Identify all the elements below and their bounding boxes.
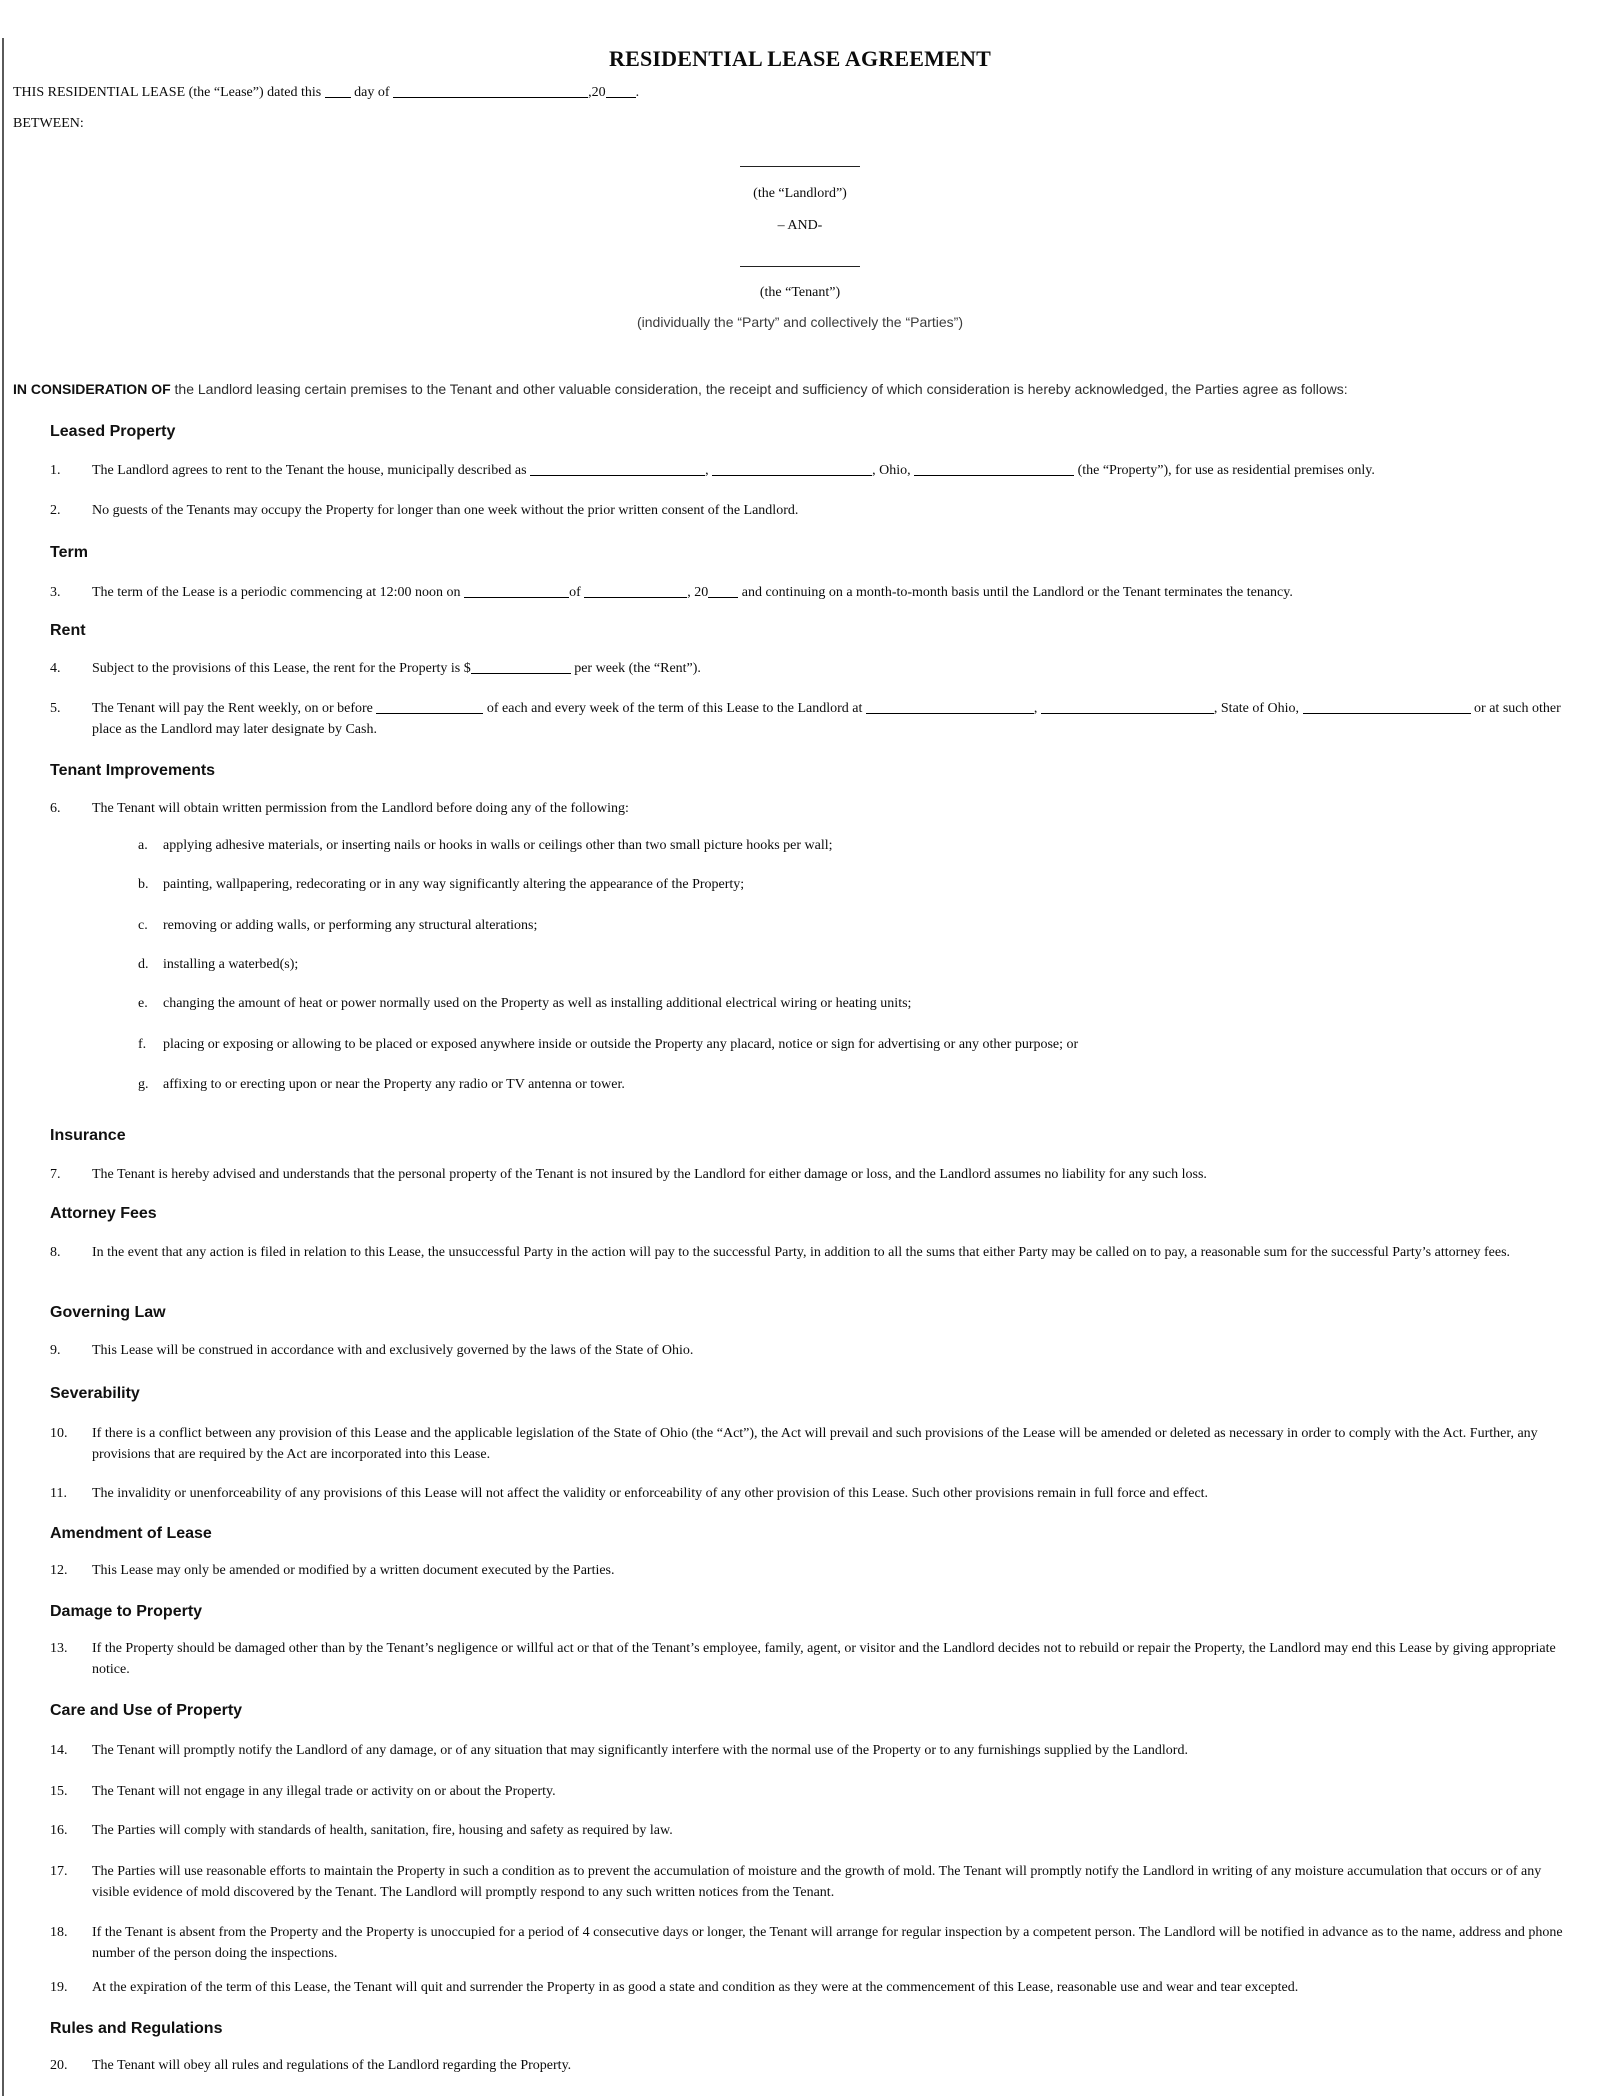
between-label: BETWEEN: [13,116,84,131]
item-text: If there is a conflict between any provision of this Lease and the applicable legislation of the State of Ohio (the “Act”), the Act will prevail and such provisions of the Lease will be amended or deleted as necessary in order to comply with the Act. Further, any provisions that are required by the Act are incorporated into this Lease. [92,1426,1538,1462]
blank-field [708,583,738,598]
lease-item-16 [50,1820,1578,1841]
lease-item-3 [50,582,1578,603]
landlord-name-line [740,166,860,167]
item-text: The Tenant will not engage in any illegal trade or activity on or about the Property. [92,1784,556,1799]
section-heading: Rules and Regulations [50,2020,223,2037]
landlord-label: (the “Landlord”) [753,186,847,201]
item-text: The Tenant will obtain written permission from the Landlord before doing any of the following: [92,801,629,816]
item-text: The Parties will comply with standards of health, sanitation, fire, housing and safety as required by law. [92,1823,673,1838]
lease-item-10 [50,1423,1578,1465]
item-text: No guests of the Tenants may occupy the Property for longer than one week without the prior written consent of the Landlord. [92,503,799,518]
subitem-text: changing the amount of heat or power normally used on the Property as well as installing additional electrical wiring or heating units; [163,996,912,1011]
lease-subitem-c [138,915,1570,936]
item-number: 19. [50,1980,68,1995]
lease-item-19 [50,1977,1578,1998]
item-number: 11. [50,1486,67,1501]
subitem-text: affixing to or erecting upon or near the Property any radio or TV antenna or tower. [163,1077,625,1092]
section-heading: Attorney Fees [50,1205,157,1222]
item-text: The Tenant will pay the Rent weekly, on or before of each and every week of the term of this Lease to the Landlord at , , State of Ohio, or at such other place as the Landlord may later designate by Cash. [92,701,1561,737]
consideration-rest: the Landlord leasing certain premises to the Tenant and other valuable consideration, the receipt and sufficiency of which consideration is hereby acknowledged, the Parties agree as follows: [170,381,1348,397]
tenant-label: (the “Tenant”) [759,285,841,300]
lease-item-13 [50,1638,1578,1680]
item-number: 3. [50,585,61,600]
lease-item-11 [50,1483,1578,1504]
page-left-border [2,38,4,2096]
blank-field [325,83,351,98]
item-text: The Tenant will promptly notify the Landlord of any damage, or of any situation that may significantly interfere with the normal use of the Property or to any furnishings supplied by the Landlord. [92,1743,1188,1758]
blank-field [1041,699,1214,714]
subitem-letter: f. [138,1037,147,1052]
subitem-letter: e. [138,996,148,1011]
blank-field [584,583,687,598]
item-number: 16. [50,1823,68,1838]
section-heading: Tenant Improvements [50,762,216,779]
lease-item-1 [50,460,1578,481]
subitem-text: placing or exposing or allowing to be placed or exposed anywhere inside or outside the Property any placard, notice or sign for advertising or any other purpose; or [163,1037,1079,1052]
section-heading: Term [50,544,88,561]
lease-subitem-d [138,954,1570,975]
item-text: The Tenant is hereby advised and understands that the personal property of the Tenant is not insured by the Landlord for either damage or loss, and the Landlord assumes no liability for any such loss. [92,1167,1207,1182]
subitem-letter: c. [138,918,148,933]
lease-item-18 [50,1922,1578,1964]
item-number: 4. [50,661,61,676]
section-heading: Governing Law [50,1304,166,1321]
item-number: 20. [50,2058,68,2073]
item-number: 13. [50,1641,68,1656]
section-heading: Amendment of Lease [50,1525,212,1542]
document-title: RESIDENTIAL LEASE AGREEMENT [609,46,991,71]
blank-field [471,659,571,674]
lease-subitem-b [138,874,1570,895]
item-text: This Lease may only be amended or modified by a written document executed by the Parties. [92,1563,615,1578]
item-text: The Parties will use reasonable efforts to maintain the Property in such a condition as to prevent the accumulation of moisture and the growth of mold. The Tenant will promptly notify the Landlord in writing of any moisture accumulation that occurs or of any visible evidence of mold discovered by the Tenant. The Landlord will promptly respond to any such written notices from the Tenant. [92,1864,1542,1900]
item-text: In the event that any action is filed in relation to this Lease, the unsuccessful Party in the action will pay to the successful Party, in addition to all the sums that either Party may be called on to pay, a reasonable sum for the successful Party’s attorney fees. [92,1245,1511,1260]
item-number: 6. [50,801,61,816]
subitem-letter: g. [138,1077,149,1092]
item-number: 9. [50,1343,61,1358]
item-number: 18. [50,1925,68,1940]
and-separator: – AND- [777,218,823,233]
parties-collective-note: (individually the “Party” and collectively the “Parties”) [636,314,963,330]
lease-subitem-g [138,1074,1570,1095]
blank-field [606,83,636,98]
blank-field [530,461,705,476]
subitem-letter: b. [138,877,149,892]
section-heading: Severability [50,1385,140,1402]
consideration-lead: IN CONSIDERATION OF [13,381,171,397]
lease-item-12 [50,1560,1578,1581]
item-text: At the expiration of the term of this Lease, the Tenant will quit and surrender the Property in as good a state and condition as they were at the commencement of this Lease, reasonable use and wear and tear excepted. [92,1980,1299,1995]
consideration-clause [13,379,1348,400]
subitem-text: installing a waterbed(s); [163,957,299,972]
lease-item-5 [50,698,1578,740]
item-text: Subject to the provisions of this Lease, the rent for the Property is $ per week (the “Rent”). [92,661,701,676]
lease-item-9 [50,1340,1578,1361]
item-text: The Tenant will obey all rules and regulations of the Landlord regarding the Property. [92,2058,572,2073]
blank-field [914,461,1074,476]
section-heading: Damage to Property [50,1603,203,1620]
item-number: 1. [50,463,61,478]
item-number: 14. [50,1743,68,1758]
item-text: The Landlord agrees to rent to the Tenant the house, municipally described as , , Ohio, (the “Property”), for use as residential premises only. [92,463,1375,478]
blank-field [376,699,483,714]
lease-subitem-f [138,1034,1570,1055]
section-heading: Care and Use of Property [50,1702,243,1719]
lease-item-8 [50,1242,1578,1263]
section-heading: Leased Property [50,423,176,440]
lease-item-4 [50,658,1578,679]
item-text: This Lease will be construed in accordance with and exclusively governed by the laws of the State of Ohio. [92,1343,694,1358]
lease-subitem-e [138,993,1570,1014]
section-heading: Rent [50,622,86,639]
blank-field [1303,699,1471,714]
item-number: 7. [50,1167,61,1182]
tenant-name-line [740,266,860,267]
blank-field [712,461,872,476]
lease-item-14 [50,1740,1578,1761]
item-number: 15. [50,1784,68,1799]
lease-item-17 [50,1861,1578,1903]
lease-item-2 [50,500,1578,521]
item-number: 2. [50,503,61,518]
lease-item-7 [50,1164,1578,1185]
item-number: 12. [50,1563,68,1578]
lease-subitem-a [138,835,1570,856]
subitem-letter: d. [138,957,149,972]
subitem-text: applying adhesive materials, or inserting nails or hooks in walls or ceilings other than two small picture hooks per wall; [163,838,833,853]
subitem-letter: a. [138,838,148,853]
subitem-text: painting, wallpapering, redecorating or in any way significantly altering the appearance of the Property; [163,877,745,892]
opening-line: THIS RESIDENTIAL LEASE (the “Lease”) dated this day of ,20 . [13,85,640,100]
lease-item-20 [50,2055,1578,2076]
lease-item-6 [50,798,1578,819]
blank-field [464,583,569,598]
blank-field [866,699,1034,714]
item-text: The term of the Lease is a periodic commencing at 12:00 noon on of , 20 and continuing on a month-to-month basis until the Landlord or the Tenant terminates the tenancy. [92,585,1293,600]
item-text: The invalidity or unenforceability of any provisions of this Lease will not affect the validity or enforceability of any other provision of this Lease. Such other provisions remain in full force and effect. [92,1486,1209,1501]
item-number: 10. [50,1426,68,1441]
subitem-text: removing or adding walls, or performing any structural alterations; [163,918,538,933]
item-number: 5. [50,701,61,716]
item-number: 17. [50,1864,68,1879]
blank-field [393,83,588,98]
item-text: If the Property should be damaged other than by the Tenant’s negligence or willful act or that of the Tenant’s employee, family, agent, or visitor and the Landlord decides not to rebuild or repair the Property, the Landlord may end this Lease by giving appropriate notice. [92,1641,1556,1677]
item-text: If the Tenant is absent from the Property and the Property is unoccupied for a period of 4 consecutive days or longer, the Tenant will arrange for regular inspection by a competent person. The Landlord will be notified in advance as to the name, address and phone number of the person doing the inspections. [92,1925,1563,1961]
item-number: 8. [50,1245,61,1260]
lease-item-15 [50,1781,1578,1802]
section-heading: Insurance [50,1127,126,1144]
